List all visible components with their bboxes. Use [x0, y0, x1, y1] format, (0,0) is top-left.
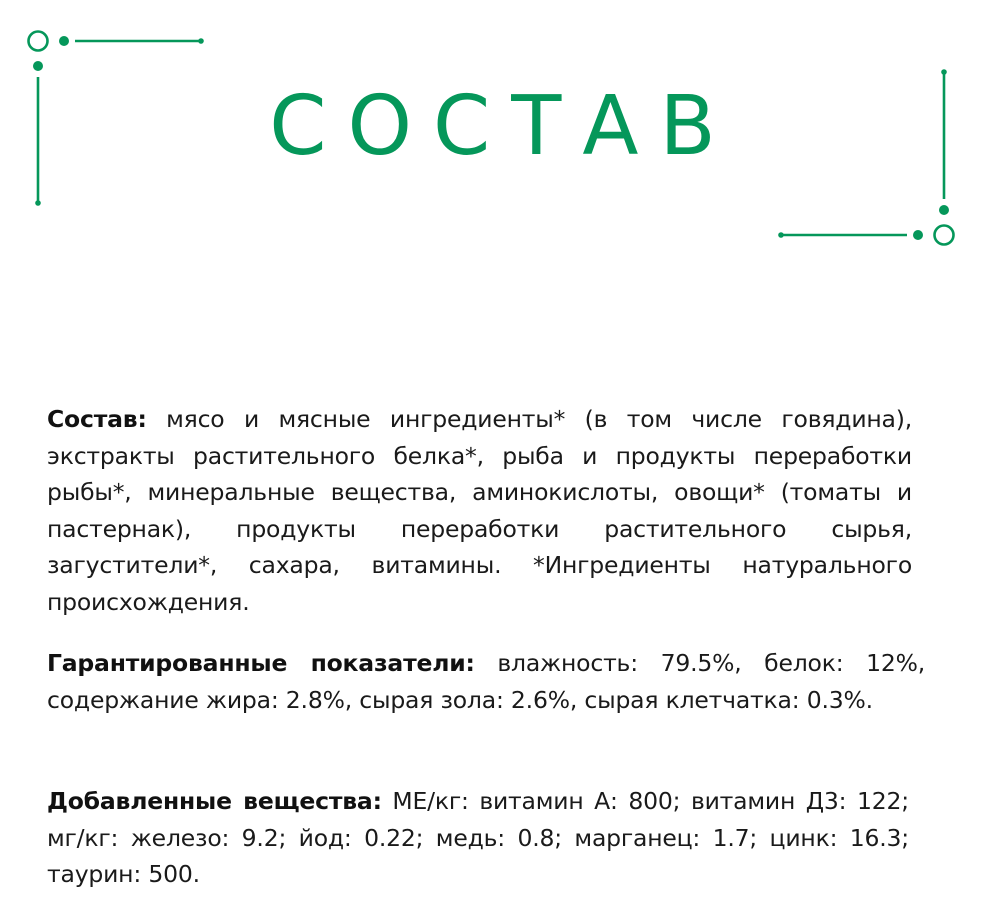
composition-text: мясо и мясные ингредиенты* (в том числе говядина), экстракты растительного белка*, рыба и продукты переработки рыбы*, минеральные вещества, аминокислоты, овощи* (томаты и пастернак), продукты переработки растительного сырья, загустители*, сахара, витамины. *Ингредиенты натурального происхождения. — [47, 405, 912, 616]
page-title: СОСТАВ — [269, 79, 737, 174]
guaranteed-label: Гарантированные показатели: — [47, 649, 475, 677]
additives-paragraph — [47, 783, 909, 893]
additives-text: МЕ/кг: витамин А: 800; витамин Д3: 122; мг/кг: железо: 9.2; йод: 0.22; медь: 0.8; марганец: 1.7; цинк: 16.3; таурин: 500. — [47, 787, 909, 888]
guaranteed-paragraph — [47, 645, 925, 718]
composition-label: Состав: — [47, 405, 147, 433]
guaranteed-text: влажность: 79.5%, белок: 12%, содержание жира: 2.8%, сырая зола: 2.6%, сырая клетчатка: 0.3%. — [47, 649, 925, 714]
composition-paragraph — [47, 401, 912, 620]
additives-label: Добавленные вещества: — [47, 787, 382, 815]
